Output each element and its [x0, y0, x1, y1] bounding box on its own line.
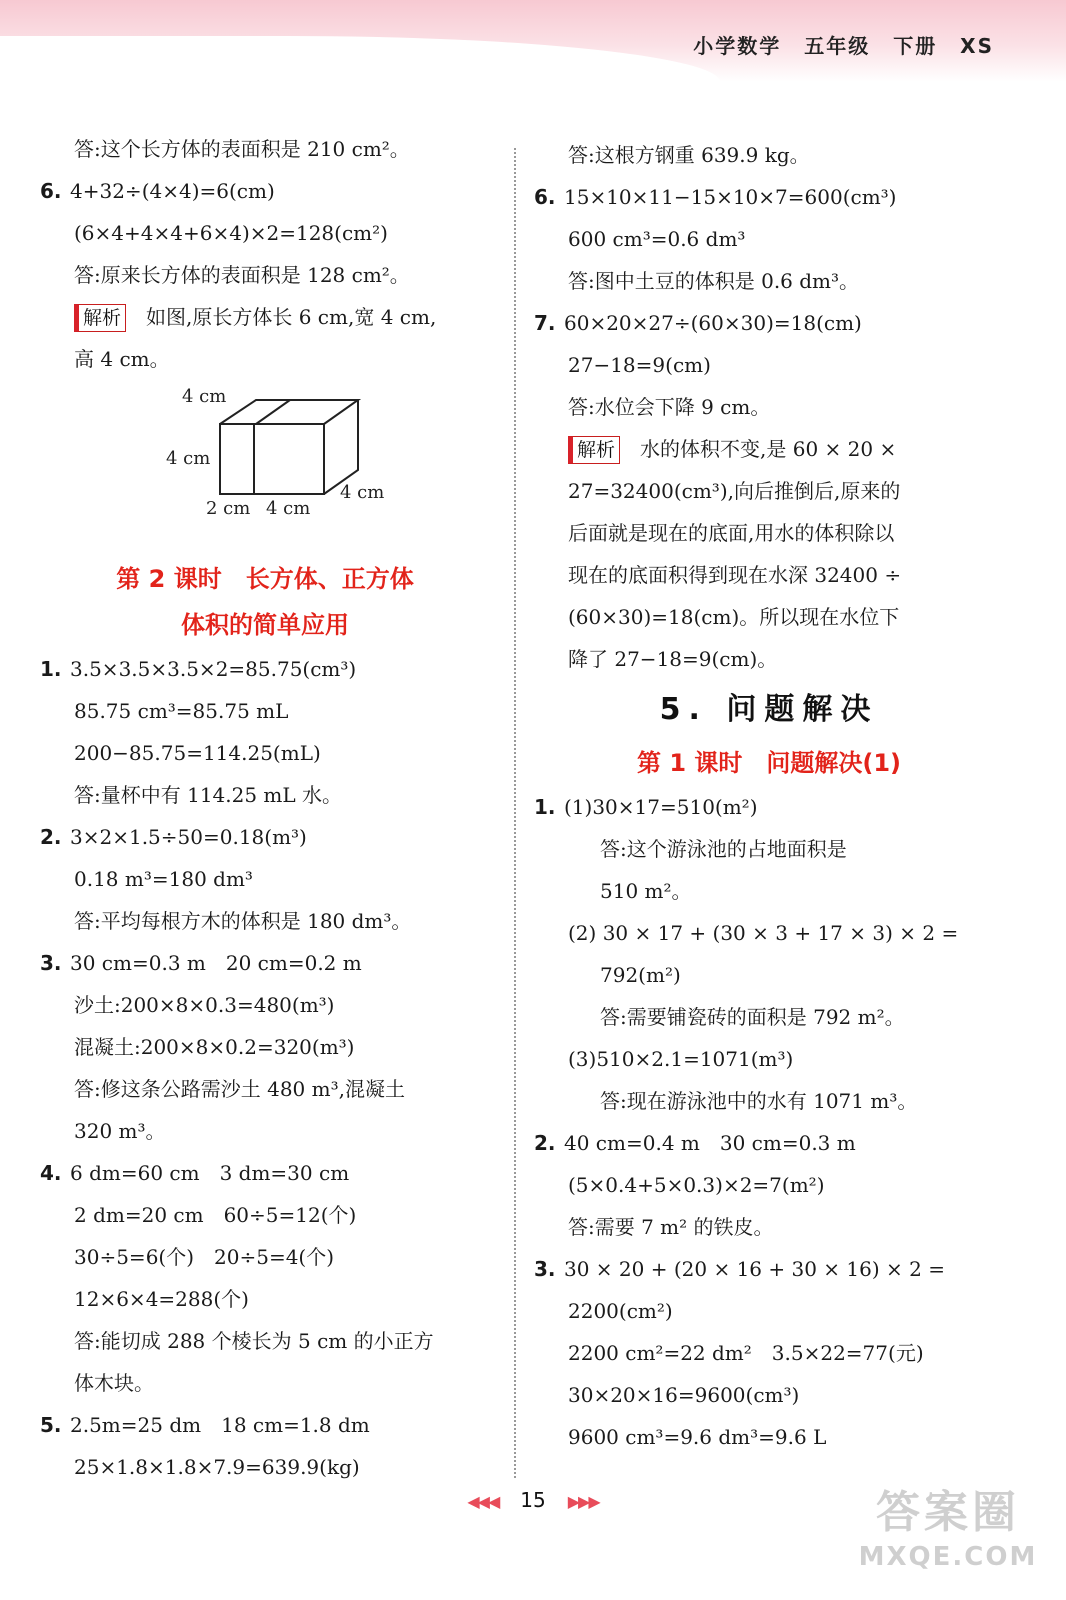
header-volume: 下册 [893, 34, 938, 58]
equation: 85.75 cm³=85.75 mL [74, 699, 289, 723]
header-edition: XS [960, 34, 994, 58]
answer-line: 答:能切成 288 个棱长为 5 cm 的小正方 [74, 1329, 434, 1353]
question-number: 2. [534, 1131, 556, 1155]
watermark-logo: 答案圈 [876, 1487, 1020, 1538]
analysis-text: (60×30)=18(cm)。所以现在水位下 [568, 605, 900, 629]
equation: 2200(cm²) [568, 1299, 673, 1323]
question-number: 1. [40, 657, 62, 681]
cuboid-side-face [324, 400, 358, 494]
answer-line: 答:量杯中有 114.25 mL 水。 [74, 783, 343, 807]
problem-5 [40, 1404, 490, 1446]
equation: 3.5×3.5×3.5×2=85.75(cm³) [70, 657, 357, 681]
equation: 沙土:200×8×0.3=480(m³) [74, 993, 335, 1017]
analysis-text: 水的体积不变,是 60 × 20 × [640, 437, 897, 461]
answer-line: 答:需要 7 m² 的铁皮。 [568, 1215, 774, 1239]
answer-line: 答:图中土豆的体积是 0.6 dm³。 [568, 269, 860, 293]
cut-line-top [256, 400, 290, 424]
equation: 25×1.8×1.8×7.9=639.9(kg) [74, 1455, 360, 1479]
cuboid-top-face [220, 400, 358, 424]
page-number: 15 [520, 1488, 546, 1512]
label-right: 4 cm [340, 482, 385, 503]
analysis-text: 现在的底面积得到现在水深 32400 ÷ [568, 563, 902, 587]
cuboid-figure [40, 380, 490, 556]
column-divider [514, 148, 516, 1478]
header-grade: 五年级 [804, 34, 871, 58]
equation: 30÷5=6(个) 20÷5=4(个) [74, 1245, 335, 1269]
label-top: 4 cm [182, 386, 227, 407]
question-number: 2. [40, 825, 62, 849]
lesson-title: 第 2 课时 长方体、正方体 [116, 565, 414, 593]
question-number: 6. [40, 179, 62, 203]
question-number: 1. [534, 795, 556, 819]
equation: (6×4+4×4+6×4)×2=128(cm²) [74, 221, 388, 245]
answer-line: 答:水位会下降 9 cm。 [568, 395, 771, 419]
answer-line: 答:这个长方体的表面积是 210 cm²。 [74, 137, 410, 161]
label-bottom-2: 4 cm [266, 498, 311, 519]
equation: 30 × 20 + (20 × 16 + 30 × 16) × 2 = [564, 1257, 945, 1281]
question-number: 6. [534, 185, 556, 209]
analysis-text: 后面就是现在的底面,用水的体积除以 [568, 521, 895, 545]
equation: 40 cm=0.4 m 30 cm=0.3 m [564, 1131, 856, 1155]
analysis-tag: 解析 [568, 436, 620, 464]
problem-1 [40, 648, 490, 690]
analysis-text: 高 4 cm。 [74, 347, 170, 371]
question-number: 5. [40, 1413, 62, 1437]
answer-line: 答:这根方钢重 639.9 kg。 [568, 143, 810, 167]
equation: 600 cm³=0.6 dm³ [568, 227, 746, 251]
left-column [40, 128, 490, 1488]
equation: (5×0.4+5×0.3)×2=7(m²) [568, 1173, 825, 1197]
equation: 12×6×4=288(个) [74, 1287, 249, 1311]
label-bottom-1: 2 cm [206, 498, 251, 519]
solve-2 [534, 1122, 1004, 1164]
equation: 2200 cm²=22 dm² 3.5×22=77(元) [568, 1341, 924, 1365]
equation: 3×2×1.5÷50=0.18(m³) [70, 825, 307, 849]
equation: 6 dm=60 cm 3 dm=30 cm [70, 1161, 350, 1185]
equation: 15×10×11−15×10×7=600(cm³) [564, 185, 897, 209]
analysis-block [40, 296, 490, 338]
equation: 30 cm=0.3 m 20 cm=0.2 m [70, 951, 362, 975]
analysis-text: 如图,原长方体长 6 cm,宽 4 cm, [146, 305, 437, 329]
answer-line: 答:这个游泳池的占地面积是 [600, 837, 847, 861]
equation: 2.5m=25 dm 18 cm=1.8 dm [70, 1413, 370, 1437]
lesson-title: 第 1 课时 问题解决(1) [636, 749, 902, 777]
equation: 27−18=9(cm) [568, 353, 711, 377]
next-arrows-icon: ▶▶▶ [567, 1492, 599, 1511]
question-number: 3. [40, 951, 62, 975]
analysis-text: 降了 27−18=9(cm)。 [568, 647, 778, 671]
lesson-subtitle: 体积的简单应用 [181, 611, 349, 639]
equation: 30×20×16=9600(cm³) [568, 1383, 800, 1407]
answer-line: 答:需要铺瓷砖的面积是 792 m²。 [600, 1005, 905, 1029]
section-title: 5. 问题解决 [659, 692, 879, 727]
solve-3 [534, 1248, 1004, 1290]
equation: (3)510×2.1=1071(m³) [568, 1047, 794, 1071]
answer-line: 体木块。 [74, 1371, 154, 1395]
watermark-url: MXQE.COM [858, 1542, 1038, 1572]
equation: 792(m²) [600, 963, 681, 987]
question-7 [534, 302, 1004, 344]
question-6 [534, 176, 1004, 218]
answer-line: 320 m³。 [74, 1119, 166, 1143]
question-6 [40, 170, 490, 212]
running-header [679, 30, 994, 59]
analysis-block [534, 428, 1004, 470]
answer-line: 答:现在游泳池中的水有 1071 m³。 [600, 1089, 918, 1113]
header-subject: 小学数学 [693, 34, 782, 58]
equation: 200−85.75=114.25(mL) [74, 741, 321, 765]
cuboid-front-face [220, 424, 324, 494]
analysis-text: 27=32400(cm³),向后推倒后,原来的 [568, 479, 901, 503]
answer-line: 答:平均每根方木的体积是 180 dm³。 [74, 909, 412, 933]
equation: 混凝土:200×8×0.2=320(m³) [74, 1035, 355, 1059]
right-column [534, 134, 1004, 1458]
answer-line: 答:修这条公路需沙土 480 m³,混凝土 [74, 1077, 405, 1101]
answer-line: 510 m²。 [600, 879, 692, 903]
equation: (1)30×17=510(m²) [564, 795, 758, 819]
question-number: 7. [534, 311, 556, 335]
cuboid-diagram [166, 380, 450, 556]
solve-1 [534, 786, 1004, 828]
problem-4 [40, 1152, 490, 1194]
watermark [858, 1484, 1038, 1584]
problem-3 [40, 942, 490, 984]
equation: 4+32÷(4×4)=6(cm) [70, 179, 275, 203]
equation: 60×20×27÷(60×30)=18(cm) [564, 311, 862, 335]
equation: 0.18 m³=180 dm³ [74, 867, 253, 891]
problem-2 [40, 816, 490, 858]
analysis-tag: 解析 [74, 304, 126, 332]
label-left: 4 cm [166, 448, 211, 469]
equation: (2) 30 × 17 + (30 × 3 + 17 × 3) × 2 = [568, 921, 959, 945]
question-number: 3. [534, 1257, 556, 1281]
answer-line: 答:原来长方体的表面积是 128 cm²。 [74, 263, 410, 287]
equation: 2 dm=20 cm 60÷5=12(个) [74, 1203, 357, 1227]
equation: 9600 cm³=9.6 dm³=9.6 L [568, 1425, 827, 1449]
prev-arrows-icon: ◀◀◀ [467, 1492, 499, 1511]
question-number: 4. [40, 1161, 62, 1185]
